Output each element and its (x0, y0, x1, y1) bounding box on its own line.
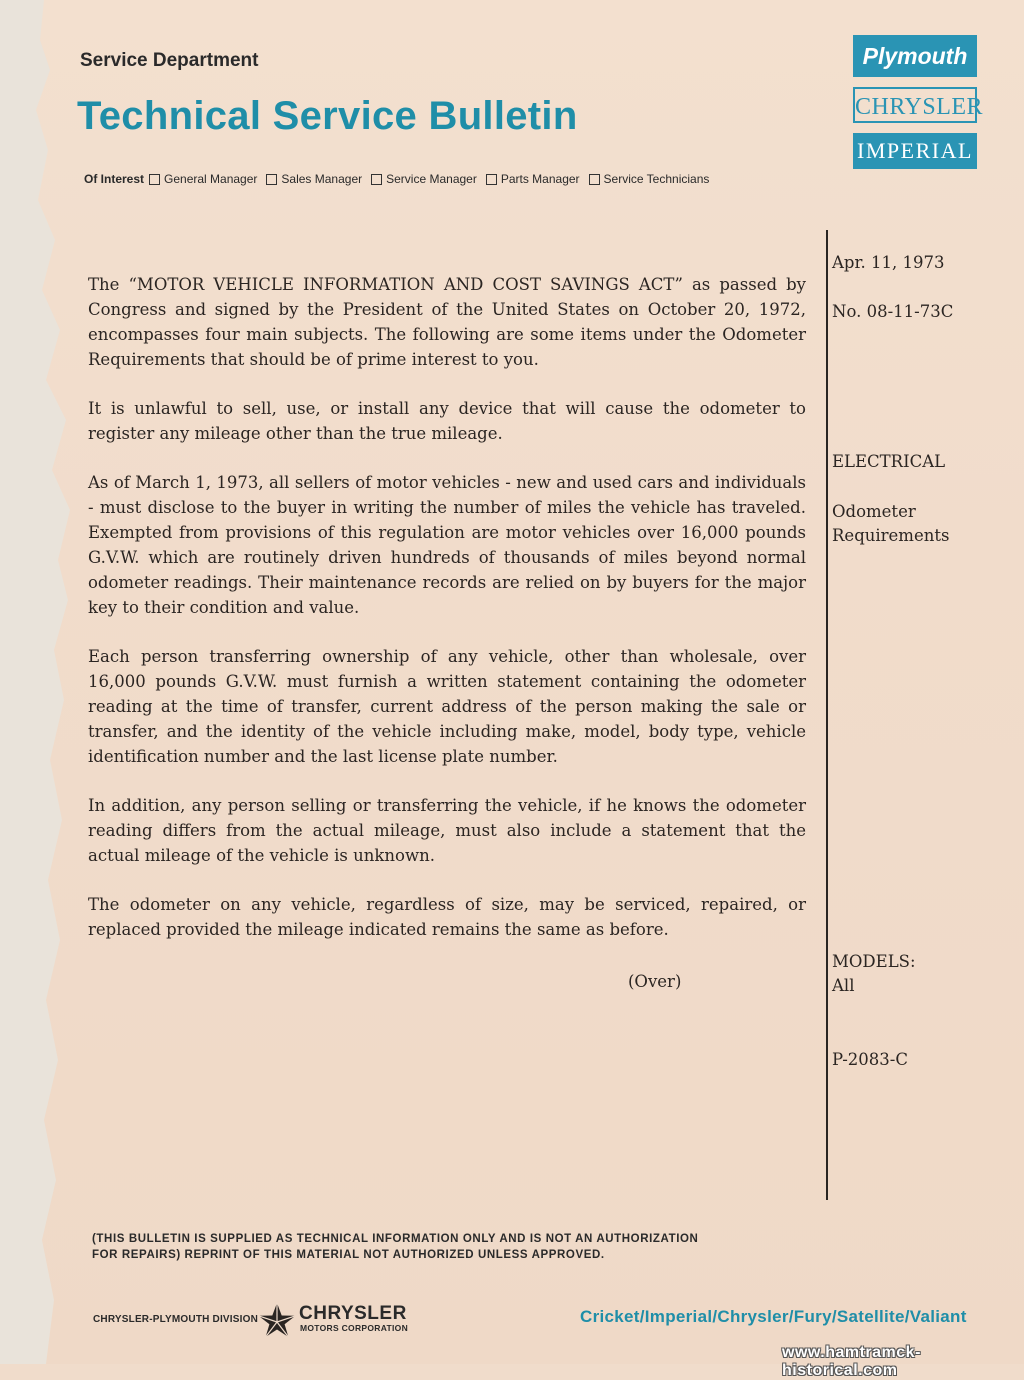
sidebar-divider (826, 230, 828, 1200)
recipient-service-manager (371, 172, 477, 186)
division-name: CHRYSLER-PLYMOUTH DIVISION (93, 1314, 259, 1325)
website-watermark: www.hamtramck-historical.com (782, 1344, 921, 1379)
recipient-label: General Manager (164, 172, 258, 186)
disclaimer (92, 1231, 812, 1263)
models-value: All (832, 976, 855, 995)
chrysler-logo: CHRYSLER (853, 87, 977, 123)
pentastar-icon (257, 1302, 297, 1338)
bulletin-subject-line2: Requirements (832, 526, 950, 545)
form-number: P-2083-C (832, 1050, 908, 1069)
department-label: Service Department (80, 50, 259, 71)
of-interest-row (84, 172, 718, 186)
body-paragraph: Each person transferring ownership of any vehicle, other than wholesale, over 16,000 pounds G.V.W. must furnish a written statement containing the odometer reading at the time of transfer, current address of the person making the sale or transfer, and the identity of the vehicle including make, model, body type, vehicle identification number and the last license plate number. (88, 647, 806, 766)
bulletin-date: Apr. 11, 1973 (832, 253, 945, 272)
recipient-parts-manager (486, 172, 580, 186)
over-note: (Over) (628, 972, 682, 991)
checkbox-icon (589, 174, 600, 185)
disclaimer-line: (THIS BULLETIN IS SUPPLIED AS TECHNICAL INFORMATION ONLY AND IS NOT AN AUTHORIZATION (92, 1233, 699, 1245)
body-paragraph: In addition, any person selling or transferring the vehicle, if he knows the odometer reading differs from the actual mileage, must also include a statement that the actual mileage of the vehicle is unknown. (88, 796, 806, 865)
body-paragraph: As of March 1, 1973, all sellers of motor vehicles - new and used cars and individuals - must disclose to the buyer in writing the number of miles the vehicle has traveled. Exempted from provisions of this regulation are motor vehicles over 16,000 pounds G.V.W. which are routinely driven hundreds of thousands of miles beyond normal odometer readings. Their maintenance records are relied on by buyers for the major key to their condition and value. (88, 473, 806, 617)
corporation-name: CHRYSLER (299, 1303, 407, 1324)
models-list: Cricket/Imperial/Chrysler/Fury/Satellite/Valiant (580, 1307, 967, 1326)
bulletin-body (88, 272, 806, 966)
plymouth-logo: Plymouth (853, 35, 977, 77)
models-label: MODELS: (832, 952, 916, 971)
bulletin-title: Technical Service Bulletin (77, 94, 578, 138)
bulletin-category: ELECTRICAL (832, 452, 946, 471)
recipient-sales-manager (266, 172, 362, 186)
recipient-label: Parts Manager (500, 172, 580, 186)
body-paragraph: The “MOTOR VEHICLE INFORMATION AND COST SAVINGS ACT” as passed by Congress and signed by the President of the United States on October 20, 1972, encompasses four main subjects. The following are some items under the Odometer Requirements that should be of prime interest to you. (88, 275, 806, 369)
checkbox-icon (371, 174, 382, 185)
bulletin-subject-line1: Odometer (832, 502, 916, 521)
recipient-label: Sales Manager (281, 172, 363, 186)
imperial-logo: IMPERIAL (853, 133, 977, 169)
bulletin-number: No. 08-11-73C (832, 302, 954, 321)
recipient-general-manager (149, 172, 257, 186)
checkbox-icon (149, 174, 160, 185)
checkbox-icon (266, 174, 277, 185)
of-interest-label: Of Interest (84, 172, 145, 186)
body-paragraph: It is unlawful to sell, use, or install any device that will cause the odometer to register any mileage other than the true mileage. (88, 399, 806, 443)
recipient-service-technicians (589, 172, 710, 186)
brand-logo-block (853, 35, 984, 169)
body-paragraph: The odometer on any vehicle, regardless of size, may be serviced, repaired, or replaced provided the mileage indicated remains the same as before. (88, 895, 806, 939)
checkbox-icon (486, 174, 497, 185)
corporation-subtitle: MOTORS CORPORATION (300, 1323, 409, 1333)
recipient-label: Service Manager (386, 172, 477, 186)
disclaimer-line: FOR REPAIRS) REPRINT OF THIS MATERIAL NOT AUTHORIZED UNLESS APPROVED. (92, 1249, 605, 1261)
torn-paper-edge (0, 0, 80, 1364)
recipient-label: Service Technicians (603, 172, 710, 186)
